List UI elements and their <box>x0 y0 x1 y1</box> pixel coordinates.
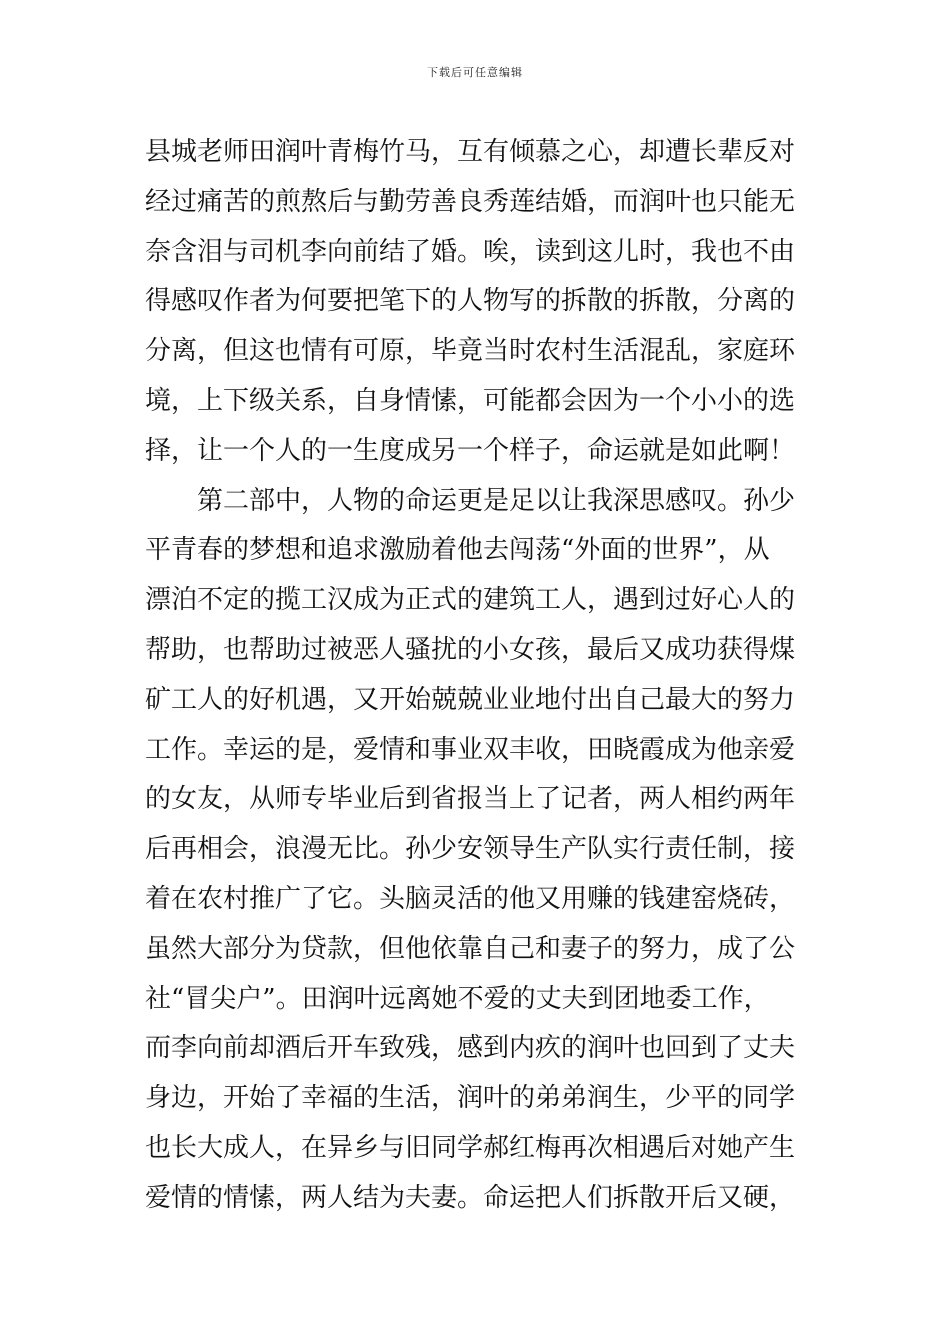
text-line: 境，上下级关系，自身情愫，可能都会因为一个小小的选 <box>145 385 796 416</box>
text-line: 漂泊不定的揽工汉成为正式的建筑工人，遇到过好心人的 <box>145 585 796 616</box>
text-line: 爱情的情愫，两人结为夫妻。命运把人们拆散开后又硬， <box>145 1182 796 1213</box>
text-line: 县城老师田润叶青梅竹马，互有倾慕之心，却遭长辈反对 <box>145 137 796 167</box>
text-line: 工作。幸运的是，爱情和事业双丰收，田晓霞成为他亲爱 <box>145 734 796 765</box>
text-line: 的女友，从师专毕业后到省报当上了记者，两人相约两年 <box>145 784 796 815</box>
text-line: 着在农村推广了它。头脑灵活的他又用赚的钱建窑烧砖， <box>145 883 796 914</box>
text-line: 帮助，也帮助过被恶人骚扰的小女孩，最后又成功获得煤 <box>145 634 796 665</box>
text-line: 平青春的梦想和追求激励着他去闯荡“外面的世界”，从 <box>145 535 770 566</box>
text-line: 而李向前却酒后开车致残，感到内疚的润叶也回到了丈夫 <box>145 1033 796 1064</box>
text-line: 经过痛苦的煎熬后与勤劳善良秀莲结婚，而润叶也只能无 <box>145 186 796 217</box>
text-line: 分离，但这也情有可原，毕竟当时农村生活混乱，家庭环 <box>145 336 796 367</box>
text-line: 矿工人的好机遇，又开始兢兢业业地付出自己最大的努力 <box>145 684 796 715</box>
text-line: 身边，开始了幸福的生活，润叶的弟弟润生，少平的同学 <box>145 1083 796 1114</box>
text-line: 社“冒尖户”。田润叶远离她不爱的丈夫到团地委工作， <box>145 983 770 1014</box>
text-line: 第二部中，人物的命运更是足以让我深思感叹。孙少 <box>145 485 796 516</box>
text-line: 择，让一个人的一生度成另一个样子，命运就是如此啊！ <box>145 435 796 466</box>
text-line: 虽然大部分为贷款，但他依靠自己和妻子的努力，成了公 <box>145 933 796 964</box>
text-line: 后再相会，浪漫无比。孙少安领导生产队实行责任制，接 <box>145 834 796 865</box>
body-text <box>145 128 815 1224</box>
text-line: 也长大成人，在异乡与旧同学郝红梅再次相遇后对她产生 <box>145 1132 796 1163</box>
text-line: 得感叹作者为何要把笔下的人物写的拆散的拆散，分离的 <box>145 286 796 317</box>
page-header: 下载后可任意编辑 <box>427 66 523 79</box>
text-line: 奈含泪与司机李向前结了婚。唉，读到这儿时，我也不由 <box>145 236 796 267</box>
